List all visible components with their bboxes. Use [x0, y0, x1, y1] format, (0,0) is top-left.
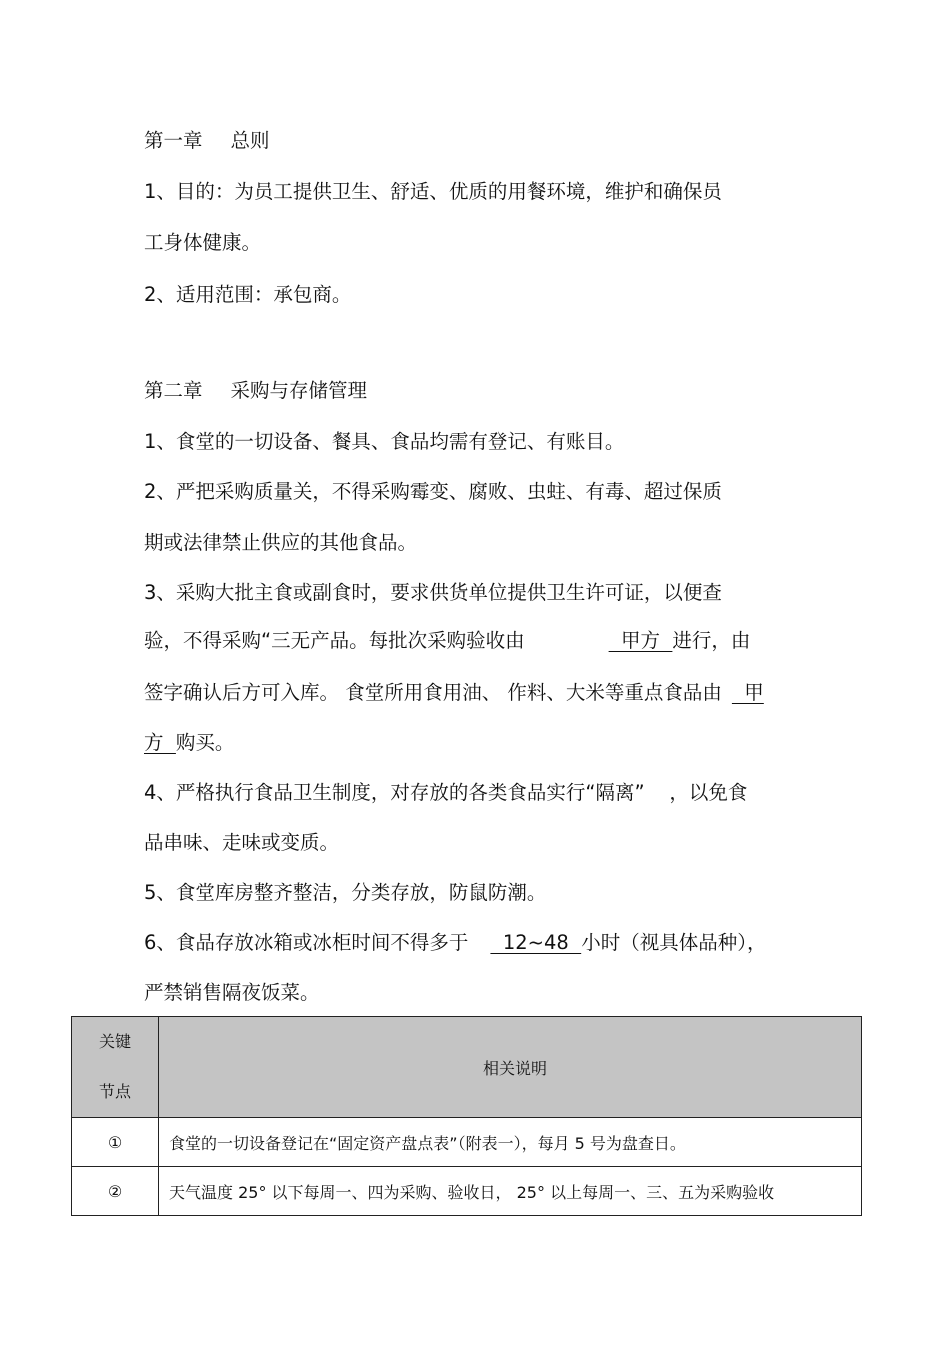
item-3-text-b: 进行，由 — [672, 629, 751, 652]
chapter-2-item-3-line-2 — [144, 627, 750, 655]
chapter-1-scope: 2、适用范围：承包商。 — [144, 283, 352, 306]
chapter-1-purpose-line-1: 1、目的：为员工提供卫生、舒适、优质的用餐环境，维护和确保员 — [144, 180, 722, 203]
item-3-text-c: 签字确认后方可入库。 食堂所用食用油、 作料、大米等重点食品由 — [144, 681, 722, 704]
chapter-2-item-4-line-2: 品串味、走味或变质。 — [144, 831, 340, 854]
table-row — [72, 1167, 862, 1216]
table-header-row — [72, 1017, 862, 1118]
row-description: 食堂的一切设备登记在“固定资产盘点表”（附表一），每月 5 号为盘查日。 — [159, 1118, 862, 1167]
row-node: ① — [72, 1118, 159, 1167]
row-description: 天气温度 25° 以下每周一、四为采购、验收日， 25° 以上每周一、三、五为采购验收 — [159, 1167, 862, 1216]
item-6-text-a: 6、食品存放冰箱或冰柜时间不得多于 — [144, 931, 469, 954]
chapter-2-item-3-line-3 — [144, 679, 764, 707]
chapter-1-label: 第一章 — [144, 129, 203, 152]
header-key-node — [72, 1017, 159, 1118]
item-3-blank-party-a: 甲方 — [608, 629, 673, 652]
chapter-1-heading — [144, 127, 270, 155]
chapter-2-item-6-line-2: 严禁销售隔夜饭菜。 — [144, 981, 320, 1004]
chapter-2-item-6-line-1 — [144, 929, 766, 957]
chapter-2-heading — [144, 377, 367, 405]
chapter-1-title: 总则 — [230, 129, 270, 152]
chapter-2-item-4-line-1: 4、严格执行食品卫生制度，对存放的各类食品实行“隔离” ，以免食 — [144, 781, 748, 804]
item-6-blank-hours: 12~48 — [490, 931, 582, 954]
chapter-2-title: 采购与存储管理 — [230, 379, 368, 402]
chapter-2-item-3-line-1: 3、采购大批主食或副食时，要求供货单位提供卫生许可证，以便查 — [144, 581, 722, 604]
item-3-text-a: 验，不得采购“三无产品。每批次采购验收由 — [144, 629, 525, 652]
chapter-2-label: 第二章 — [144, 379, 203, 402]
key-node-table — [71, 1016, 862, 1216]
item-3-blank-party-a-start: 甲 — [731, 681, 764, 704]
table-row — [72, 1118, 862, 1167]
chapter-2-item-2-line-2: 期或法律禁止供应的其他食品。 — [144, 531, 418, 554]
header-key-node-line-1: 关键 — [98, 1032, 131, 1051]
chapter-1-purpose-line-2: 工身体健康。 — [144, 231, 262, 254]
header-description: 相关说明 — [159, 1017, 862, 1118]
item-6-text-b: 小时（视具体品种）， — [581, 931, 767, 954]
chapter-2-item-3-line-4 — [144, 729, 234, 757]
chapter-2-item-5: 5、食堂库房整齐整洁，分类存放，防鼠防潮。 — [144, 881, 547, 904]
row-node: ② — [72, 1167, 159, 1216]
item-3-text-d: 购买。 — [175, 731, 235, 754]
item-3-blank-party-a-end: 方 — [144, 731, 176, 754]
chapter-2-item-1: 1、食堂的一切设备、餐具、食品均需有登记、有账目。 — [144, 430, 625, 453]
header-key-node-line-2: 节点 — [98, 1082, 131, 1101]
chapter-2-item-2-line-1: 2、严把采购质量关，不得采购霉变、腐败、虫蛀、有毒、超过保质 — [144, 480, 722, 503]
